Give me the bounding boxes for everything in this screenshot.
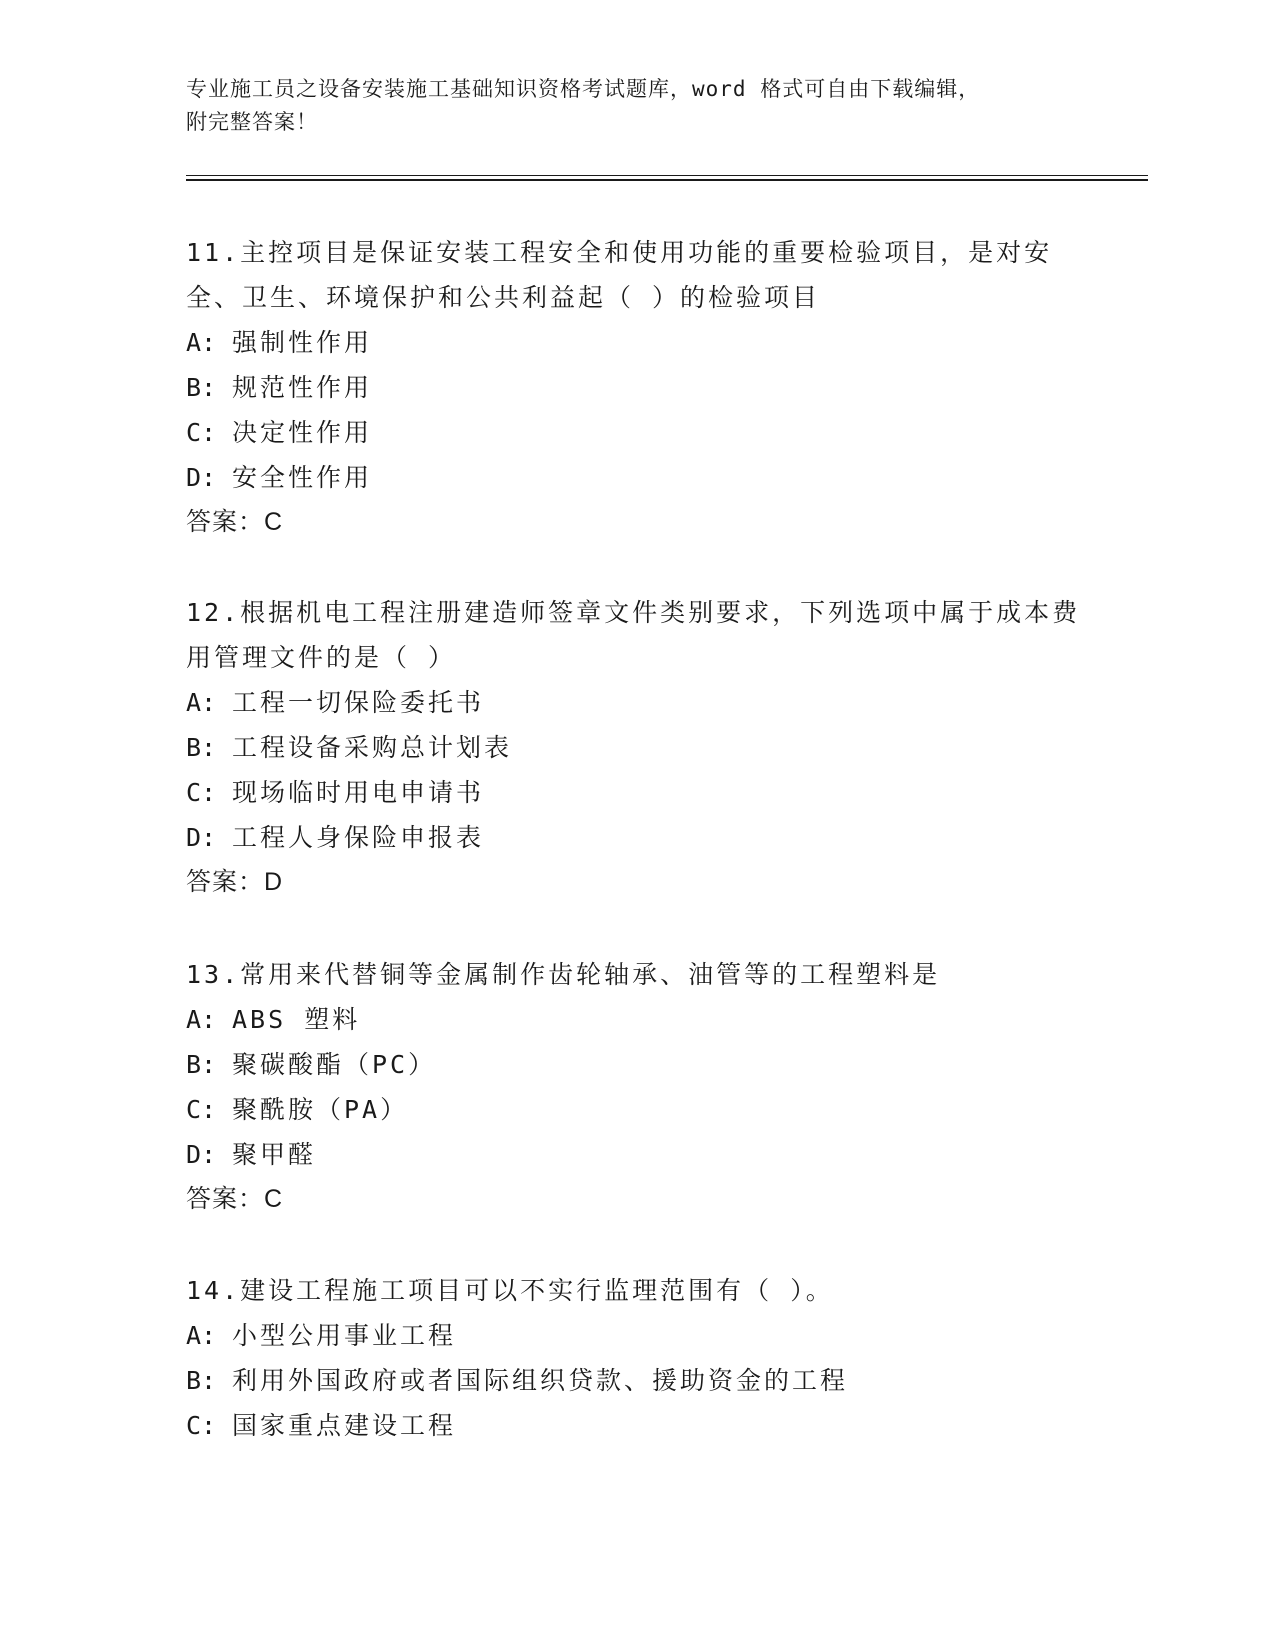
- answer-line: 答案：D: [186, 868, 284, 896]
- option-text: 安全性作用: [232, 463, 373, 492]
- option-key: A:: [186, 688, 217, 717]
- option-key: C:: [186, 1095, 217, 1124]
- option-text: 现场临时用电申请书: [232, 778, 485, 807]
- document-header: [186, 73, 1086, 139]
- option-key: D:: [186, 1140, 217, 1169]
- option-c: [186, 1403, 1086, 1448]
- option-a: [186, 320, 1086, 365]
- answer-line: 答案：C: [186, 508, 284, 536]
- option-d: [186, 815, 1086, 860]
- option-text: 小型公用事业工程: [232, 1321, 457, 1350]
- option-b: [186, 365, 1086, 410]
- option-text: 工程一切保险委托书: [232, 688, 485, 717]
- option-key: A:: [186, 1005, 217, 1034]
- header-line-1: 专业施工员之设备安装施工基础知识资格考试题库，word 格式可自由下载编辑，: [186, 77, 981, 101]
- option-key: D:: [186, 463, 217, 492]
- header-line-2: 附完整答案！: [186, 110, 318, 134]
- option-b: [186, 1358, 1086, 1403]
- option-a: [186, 1313, 1086, 1358]
- option-a: [186, 997, 1086, 1042]
- option-key: B:: [186, 733, 217, 762]
- option-key: C:: [186, 778, 217, 807]
- option-d: [186, 1132, 1086, 1177]
- question-text: 11.主控项目是保证安装工程安全和使用功能的重要检验项目，是对安全、卫生、环境保护和公共利益起（ ）的检验项目: [186, 238, 1053, 312]
- option-key: D:: [186, 823, 217, 852]
- option-text: 聚碳酸酯（PC）: [232, 1050, 437, 1079]
- question-12: [186, 590, 1086, 905]
- question-text: 12.根据机电工程注册建造师签章文件类别要求，下列选项中属于成本费用管理文件的是（ ）: [186, 598, 1081, 672]
- option-text: 强制性作用: [232, 328, 373, 357]
- option-key: B:: [186, 1366, 217, 1395]
- option-text: 工程设备采购总计划表: [232, 733, 513, 762]
- option-key: A:: [186, 328, 217, 357]
- option-text: 利用外国政府或者国际组织贷款、援助资金的工程: [232, 1366, 849, 1395]
- question-13: [186, 952, 1086, 1222]
- option-text: 聚甲醛: [232, 1140, 317, 1169]
- option-text: ABS 塑料: [232, 1005, 361, 1034]
- option-key: C:: [186, 1411, 217, 1440]
- option-text: 国家重点建设工程: [232, 1411, 457, 1440]
- option-a: [186, 680, 1086, 725]
- option-b: [186, 1042, 1086, 1087]
- option-c: [186, 410, 1086, 455]
- option-key: B:: [186, 1050, 217, 1079]
- option-c: [186, 770, 1086, 815]
- header-divider-top: [186, 175, 1148, 176]
- option-text: 工程人身保险申报表: [232, 823, 485, 852]
- header-divider-bottom: [186, 179, 1148, 181]
- option-key: C:: [186, 418, 217, 447]
- question-text: 14.建设工程施工项目可以不实行监理范围有（ ）。: [186, 1276, 834, 1305]
- option-b: [186, 725, 1086, 770]
- option-key: A:: [186, 1321, 217, 1350]
- option-text: 聚酰胺（PA）: [232, 1095, 409, 1124]
- answer-line: 答案：C: [186, 1185, 284, 1213]
- option-c: [186, 1087, 1086, 1132]
- option-text: 决定性作用: [232, 418, 373, 447]
- option-d: [186, 455, 1086, 500]
- option-text: 规范性作用: [232, 373, 373, 402]
- question-14: [186, 1268, 1086, 1448]
- question-text: 13.常用来代替铜等金属制作齿轮轴承、油管等的工程塑料是: [186, 960, 941, 989]
- option-key: B:: [186, 373, 217, 402]
- question-11: [186, 230, 1086, 545]
